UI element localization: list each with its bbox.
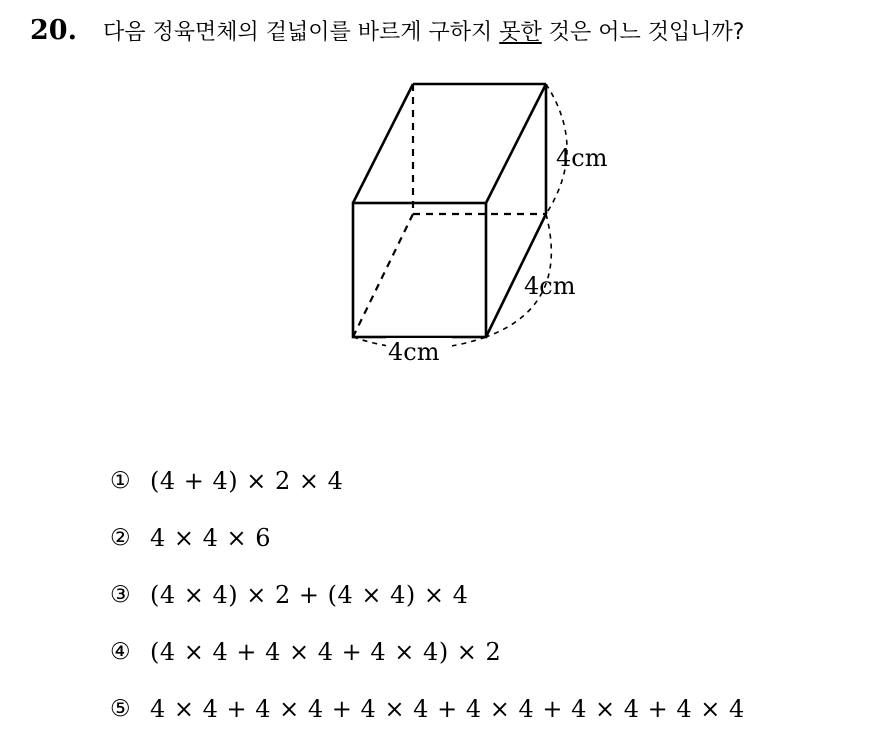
question-text-before: 다음 정육면체의 겉넓이를 바르게 구하지 [102,19,500,45]
choice-4[interactable] [110,623,870,680]
height-label: 4cm [556,144,608,172]
choice-marker: ② [110,524,131,551]
choice-expression: (4 × 4 + 4 × 4 + 4 × 4) × 2 [150,637,502,666]
question-header [30,10,880,50]
choice-expression: 4 × 4 + 4 × 4 + 4 × 4 + 4 × 4 + 4 × 4 + 4 × 4 [150,694,745,723]
choice-marker: ③ [110,581,131,608]
choice-marker: ⑤ [110,695,131,722]
top-left-edge [353,84,413,203]
choice-1[interactable] [110,452,870,509]
question-number: 20. [30,14,77,46]
depth-label: 4cm [524,272,576,300]
choice-expression: 4 × 4 × 6 [150,523,272,552]
visible-edges [353,84,546,337]
dimension-arcs [353,84,567,349]
question-text [103,15,744,46]
hidden-edges [353,84,546,337]
width-label: 4cm [388,338,440,366]
cuboid-diagram [330,70,630,380]
cuboid-figure [330,70,630,380]
question-text-after: 것은 어느 것입니까? [541,19,745,45]
front-face [353,203,486,337]
choice-2[interactable] [110,509,870,566]
choice-expression: (4 × 4) × 2 + (4 × 4) × 4 [150,580,469,609]
question-text-underlined: 못한 [499,19,542,45]
choice-marker: ④ [110,638,131,665]
hidden-edge-diagonal [353,214,413,337]
choice-expression: (4 + 4) × 2 × 4 [150,466,344,495]
choice-3[interactable] [110,566,870,623]
answer-choices [110,452,870,737]
choice-5[interactable] [110,680,870,737]
top-right-edge [486,84,546,203]
choice-marker: ① [110,467,131,494]
